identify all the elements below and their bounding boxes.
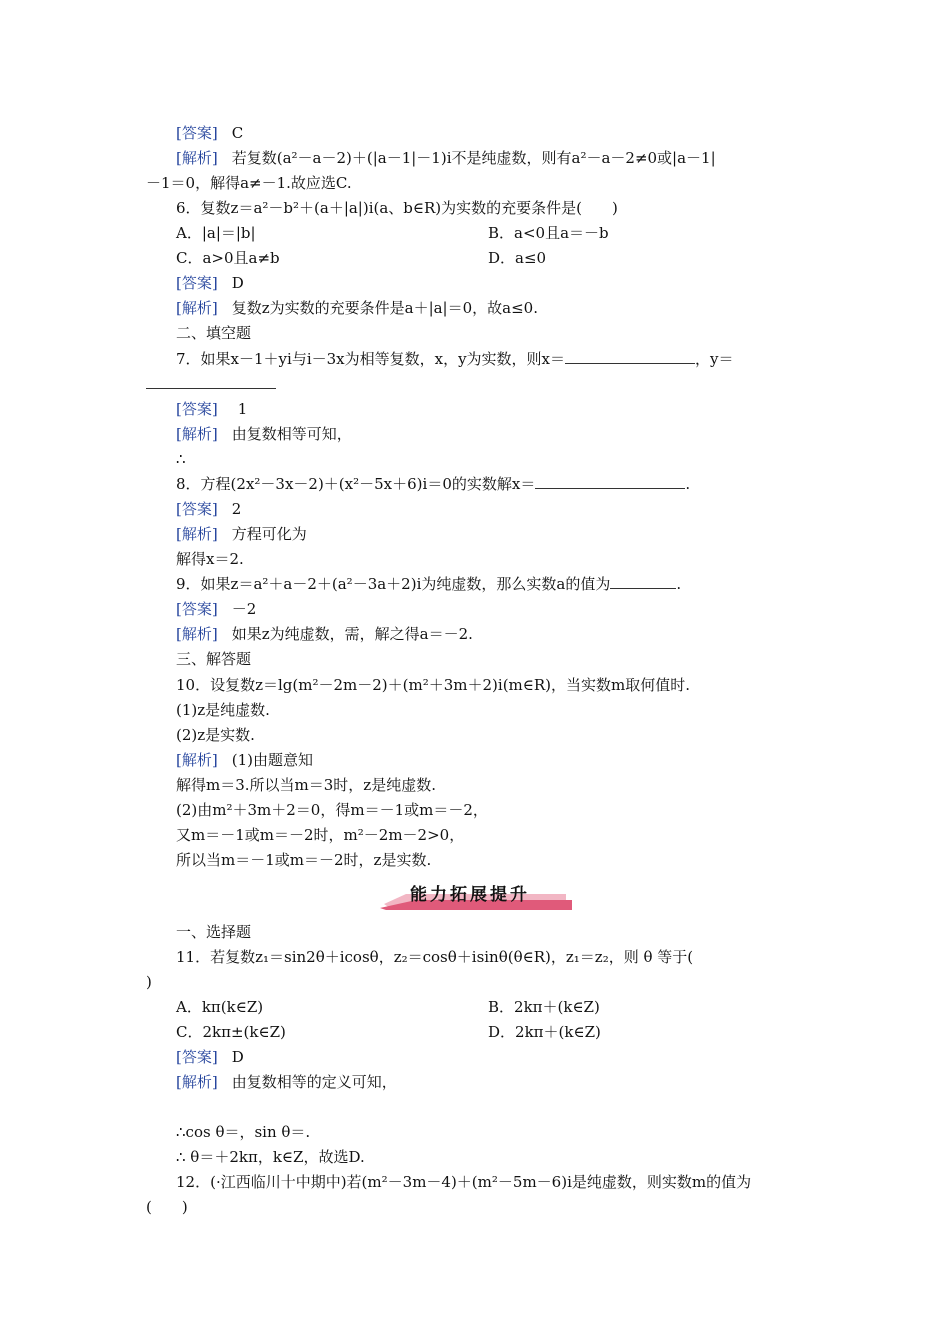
analysis-row [176,750,313,770]
text-line: 又m＝－1或m＝－2时，m²－2m－2>0， [176,826,465,844]
analysis-row [176,524,307,544]
answer-value: 1 [237,400,248,418]
text-line: 解得m＝3.所以当m＝3时，z是纯虚数. [176,776,436,794]
section-heading: 一、选择题 [176,923,252,941]
analysis-tag: [解析] [176,525,218,543]
section-heading: 二、填空题 [176,324,252,342]
answer-blank [535,474,685,489]
answer-blank [610,574,676,589]
text-line: ∴cos θ＝，sin θ＝. [176,1123,311,1141]
text-line: 解得x＝2. [176,550,244,568]
analysis-tag: [解析] [176,751,218,769]
question-12: 12．(·江西临川十中期中)若(m²－3m－4)＋(m²－5m－6)i是纯虚数，则实数m的值为 [176,1173,752,1191]
option-c: C．a>0且a≠b [176,249,280,267]
analysis-row [176,148,716,168]
answer-row [176,499,241,519]
analysis-text: (1)由题意知 [231,751,313,769]
answer-tag: [答案] [176,1048,218,1066]
answer-row [176,273,244,293]
options-row [176,248,280,268]
text-line: (2)z是实数. [176,726,255,744]
section-heading: 三、解答题 [176,650,252,668]
question-7 [176,349,734,369]
answer-row [176,599,256,619]
analysis-text: 如果z为纯虚数，需，解之得a＝－2. [231,625,473,643]
analysis-text: 若复数(a²－a－2)＋(|a－1|－1)i不是纯虚数，则有a²－a－2≠0或|a－1| [231,149,716,167]
question-text: 8．方程(2x²－3x－2)＋(x²－5x＋6)i＝0的实数解x＝ [176,475,536,493]
answer-row [176,399,247,419]
analysis-row [176,298,538,318]
analysis-text: 复数z为实数的充要条件是a＋|a|＝0，故a≤0. [231,299,538,317]
answer-value: 2 [231,500,242,518]
question-6: 6．复数z＝a²－b²＋(a＋|a|)i(a、b∈R)为实数的充要条件是( ) [176,199,618,217]
text-line: (2)由m²＋3m＋2＝0，得m＝－1或m＝－2， [176,801,488,819]
analysis-row [176,1072,397,1092]
question-8 [176,474,690,494]
text-line: －1＝0，解得a≠－1.故应选C. [146,174,352,192]
text-line: ∴ θ＝＋2kπ，k∈Z，故选D. [176,1148,365,1166]
option-b: B．a<0且a＝－b [488,224,609,242]
question-text-tail: . [685,475,691,493]
section-banner-title: 能力拓展提升 [410,885,530,905]
question-text-tail: ，y＝ [695,350,734,368]
answer-blank-line [146,374,276,394]
text-line: ( ) [146,1198,188,1216]
options-row [176,223,256,243]
option-d: D．2kπ＋(k∈Z) [488,1023,601,1041]
answer-blank [565,349,695,364]
answer-value: D [231,1048,244,1066]
question-9 [176,574,681,594]
answer-tag: [答案] [176,124,218,142]
answer-value: －2 [231,600,257,618]
analysis-row [176,624,473,644]
option-d: D．a≤0 [488,249,547,267]
analysis-tag: [解析] [176,625,218,643]
analysis-tag: [解析] [176,149,218,167]
option-a: A．kπ(k∈Z) [176,998,264,1016]
analysis-row [176,424,352,444]
question-text: 9．如果z＝a²＋a－2＋(a²－3a＋2)i为纯虚数，那么实数a的值为 [176,575,611,593]
answer-row [176,1047,244,1067]
question-text-tail: . [676,575,682,593]
analysis-tag: [解析] [176,1073,218,1091]
answer-value: C [231,124,244,142]
text-line: (1)z是纯虚数. [176,701,270,719]
text-line: ) [146,973,152,991]
option-c: C．2kπ±(k∈Z) [176,1023,286,1041]
analysis-text: 方程可化为 [231,525,307,543]
text-line: 所以当m＝－1或m＝－2时，z是实数. [176,851,432,869]
analysis-tag: [解析] [176,299,218,317]
answer-tag: [答案] [176,600,218,618]
answer-row [176,123,243,143]
question-text: 7．如果x－1＋yi与i－3x为相等复数，x，y为实数，则x＝ [176,350,566,368]
therefore-symbol: ∴ [176,450,186,468]
answer-tag: [答案] [176,400,218,418]
answer-blank [146,374,276,389]
question-10: 10．设复数z＝lg(m²－2m－2)＋(m²＋3m＋2)i(m∈R)，当实数m取何值时. [176,676,691,694]
analysis-text: 由复数相等可知， [231,425,352,443]
answer-value: D [231,274,244,292]
option-b: B．2kπ＋(k∈Z) [488,998,600,1016]
analysis-tag: [解析] [176,425,218,443]
analysis-text: 由复数相等的定义可知， [231,1073,397,1091]
question-11: 11．若复数z₁＝sin2θ＋icosθ，z₂＝cosθ＋isinθ(θ∈R)，z₁＝z₂，则 θ 等于( [176,948,694,966]
answer-tag: [答案] [176,500,218,518]
option-a: A．|a|＝|b| [176,224,256,242]
answer-tag: [答案] [176,274,218,292]
